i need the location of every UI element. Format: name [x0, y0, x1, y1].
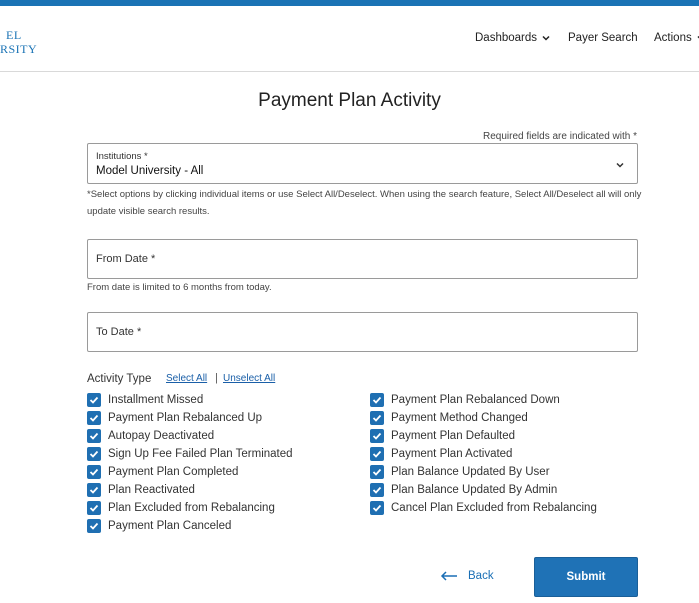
logo-line-1: EL — [6, 28, 22, 42]
checkbox-label: Plan Excluded from Rebalancing — [108, 502, 275, 514]
checkbox-checked-icon — [87, 429, 101, 443]
from-date-field[interactable] — [87, 239, 638, 279]
back-label: Back — [468, 570, 494, 582]
nav-actions-label: Actions — [654, 32, 692, 44]
institutions-help-text: *Select options by clicking individual items or use Select All/Deselect. When using the search feature, Select All/Deselect all will only update visible search results. — [87, 189, 642, 217]
checkbox-label: Payment Plan Canceled — [108, 520, 232, 532]
checkbox-checked-icon — [87, 501, 101, 515]
checkbox-payment-plan-completed[interactable] — [87, 465, 238, 479]
to-date-label: To Date * — [96, 326, 142, 338]
submit-button[interactable]: Submit — [534, 557, 638, 597]
checkbox-checked-icon — [87, 411, 101, 425]
checkbox-label: Plan Balance Updated By Admin — [391, 484, 558, 496]
checkbox-payment-plan-activated[interactable] — [370, 447, 512, 461]
checkbox-checked-icon — [370, 447, 384, 461]
checkbox-payment-method-changed[interactable] — [370, 411, 528, 425]
checkbox-plan-excluded-from-rebalancing[interactable] — [87, 501, 275, 515]
checkbox-checked-icon — [370, 465, 384, 479]
chevron-down-icon — [615, 160, 625, 170]
from-date-label: From Date * — [96, 253, 156, 265]
nav-dashboards-label: Dashboards — [475, 32, 538, 44]
checkbox-label: Payment Plan Completed — [108, 466, 239, 478]
logo-line-2: RSITY — [0, 42, 38, 56]
to-date-field[interactable] — [87, 312, 638, 352]
select-all-link[interactable]: Select All — [166, 373, 208, 384]
checkbox-checked-icon — [87, 483, 101, 497]
checkbox-label: Installment Missed — [108, 394, 204, 406]
checkbox-checked-icon — [370, 501, 384, 515]
checkbox-plan-balance-updated-by-user[interactable] — [370, 465, 550, 479]
unselect-all-link[interactable]: Unselect All — [223, 373, 276, 384]
checkbox-payment-plan-defaulted[interactable] — [370, 429, 515, 443]
checkbox-label: Autopay Deactivated — [108, 430, 215, 442]
checkbox-label: Payment Plan Rebalanced Up — [108, 412, 263, 424]
nav-dashboards[interactable] — [475, 32, 551, 44]
checkbox-payment-plan-rebalanced-up[interactable] — [87, 411, 262, 425]
checkbox-installment-missed[interactable] — [87, 393, 203, 407]
chevron-down-icon — [541, 33, 551, 43]
checkbox-plan-balance-updated-by-admin[interactable] — [370, 483, 557, 497]
checkbox-plan-reactivated[interactable] — [87, 483, 195, 497]
checkbox-checked-icon — [370, 393, 384, 407]
checkbox-checked-icon — [370, 483, 384, 497]
checkbox-checked-icon — [370, 411, 384, 425]
checkbox-payment-plan-canceled[interactable] — [87, 519, 231, 533]
nav-payer-search[interactable] — [568, 32, 638, 44]
header — [0, 6, 699, 72]
page-title: Payment Plan Activity — [258, 90, 441, 111]
required-fields-note: Required fields are indicated with * — [483, 131, 637, 142]
checkbox-checked-icon — [87, 519, 101, 533]
arrow-left-icon — [440, 571, 458, 581]
checkbox-label: Plan Balance Updated By User — [391, 466, 550, 478]
checkbox-checked-icon — [370, 429, 384, 443]
checkbox-checked-icon — [87, 465, 101, 479]
institutions-label: Institutions * — [96, 151, 148, 162]
logo[interactable] — [0, 28, 37, 56]
checkbox-sign-up-fee-failed[interactable] — [87, 447, 293, 461]
checkbox-label: Sign Up Fee Failed Plan Terminated — [108, 448, 293, 460]
nav-actions[interactable] — [654, 32, 699, 44]
checkbox-autopay-deactivated[interactable] — [87, 429, 214, 443]
nav-payer-search-label: Payer Search — [568, 32, 638, 44]
checkbox-checked-icon — [87, 393, 101, 407]
checkbox-label: Payment Plan Rebalanced Down — [391, 394, 560, 406]
checkbox-checked-icon — [87, 447, 101, 461]
link-separator: | — [215, 372, 218, 384]
activity-type-label: Activity Type — [87, 373, 152, 385]
checkbox-label: Cancel Plan Excluded from Rebalancing — [391, 502, 597, 514]
institutions-value: Model University - All — [96, 165, 204, 177]
checkbox-label: Payment Method Changed — [391, 412, 528, 424]
checkbox-payment-plan-rebalanced-down[interactable] — [370, 393, 560, 407]
back-link[interactable] — [440, 570, 494, 582]
institutions-select[interactable] — [87, 143, 638, 184]
checkbox-label: Payment Plan Activated — [391, 448, 513, 460]
checkbox-label: Plan Reactivated — [108, 484, 195, 496]
checkbox-label: Payment Plan Defaulted — [391, 430, 516, 442]
from-date-help-text: From date is limited to 6 months from today. — [87, 282, 272, 293]
checkbox-cancel-plan-excluded[interactable] — [370, 501, 597, 515]
